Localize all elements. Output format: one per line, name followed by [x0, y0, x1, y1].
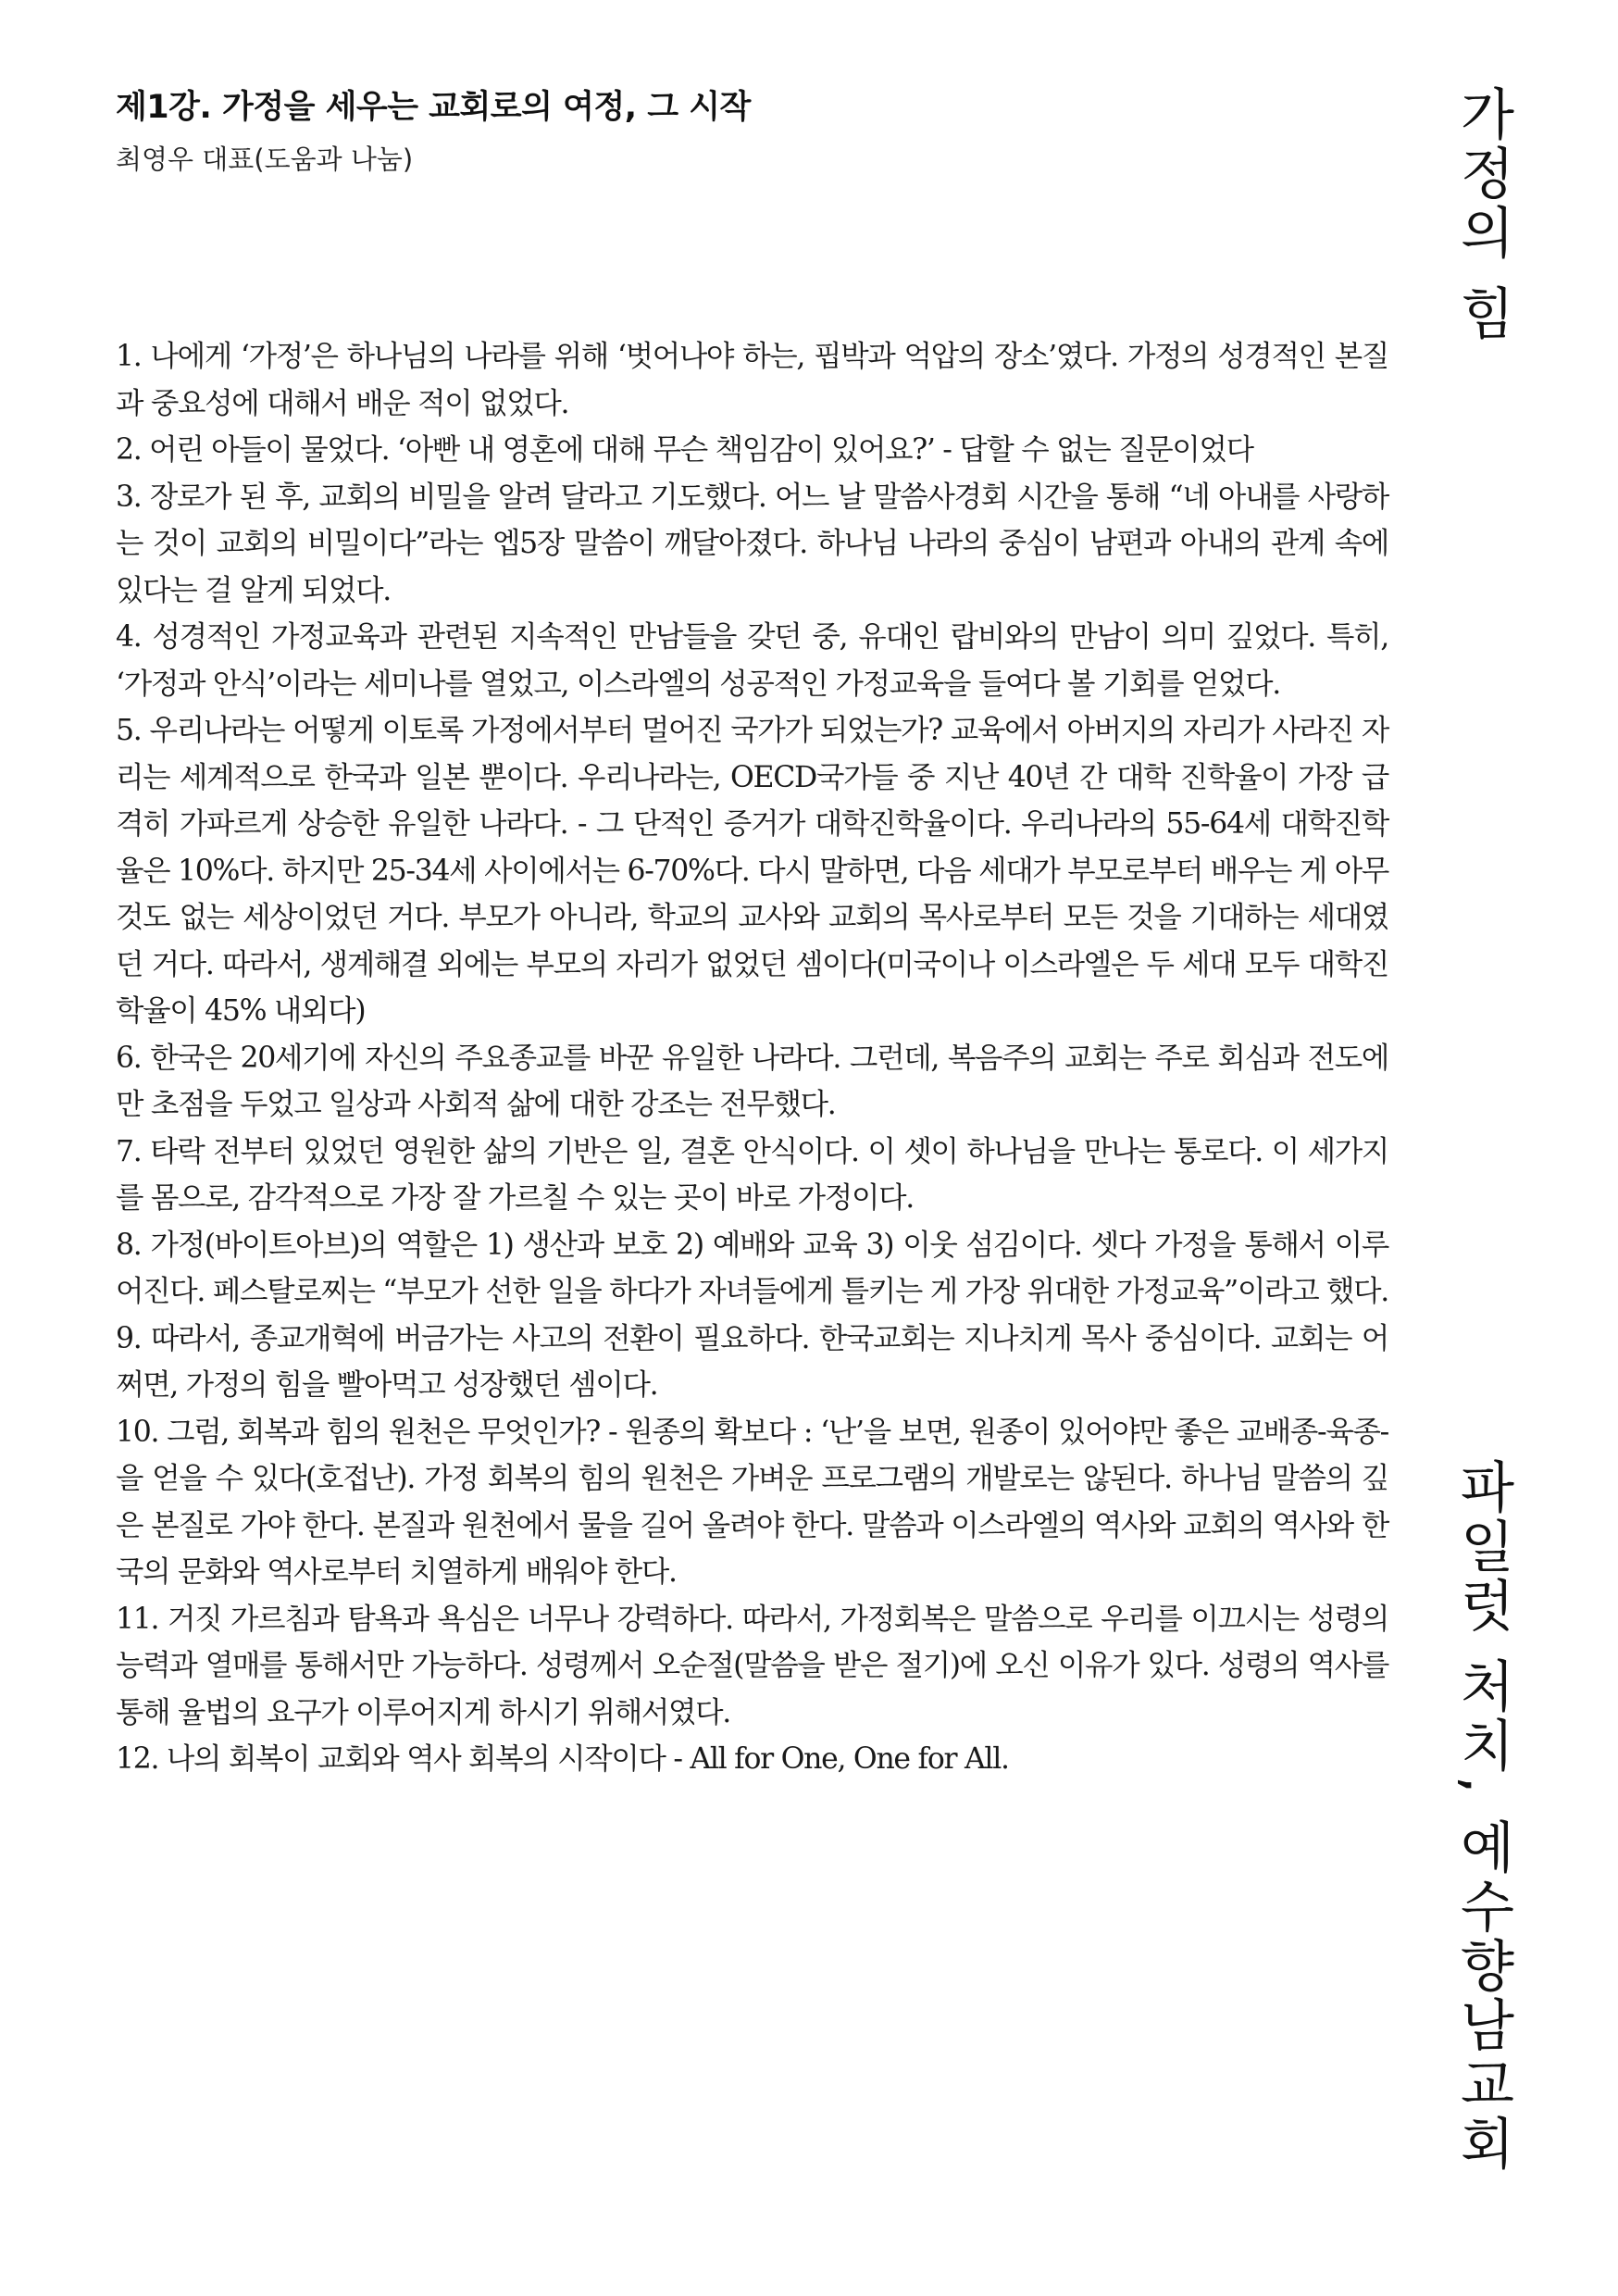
list-item: 11. 거짓 가르침과 탐욕과 욕심은 너무나 강력하다. 따라서, 가정회복은 말씀으로 우리를 이끄시는 성령의 능력과 열매를 통해서만 가능하다. 성령께서 오순절(말씀을 받은 절기)에 오신 이유가 있다. 성령의 역사를 통해 율법의 요구가 이루어지게 하시기 위해서였다.: [116, 1602, 1388, 1729]
list-item: 7. 타락 전부터 있었던 영원한 삶의 기반은 일, 결혼 안식이다. 이 셋이 하나님을 만나는 통로다. 이 세가지를 몸으로, 감각적으로 가장 잘 가르칠 수 있는 곳이 바로 가정이다.: [116, 1134, 1388, 1215]
list-item: 9. 따라서, 종교개혁에 버금가는 사고의 전환이 필요하다. 한국교회는 지나치게 목사 중심이다. 교회는 어쩌면, 가정의 힘을 빨아먹고 성장했던 셈이다.: [116, 1321, 1388, 1402]
list-item: 3. 장로가 된 후, 교회의 비밀을 알려 달라고 기도했다. 어느 날 말씀사경회 시간을 통해 “네 아내를 사랑하는 것이 교회의 비밀이다”라는 엡5장 말씀이 깨달아졌다. 하나님 나라의 중심이 남편과 아내의 관계 속에 있다는 걸 알게 되었다.: [116, 480, 1388, 607]
list-item: 6. 한국은 20세기에 자신의 주요종교를 바꾼 유일한 나라다. 그런데, 복음주의 교회는 주로 회심과 전도에만 초점을 두었고 일상과 사회적 삶에 대한 강조는 전무했다.: [116, 1041, 1388, 1121]
list-item: 8. 가정(바이트아브)의 역할은 1) 생산과 보호 2) 예배와 교육 3) 이웃 섬김이다. 셋다 가정을 통해서 이루어진다. 페스탈로찌는 “부모가 선한 일을 하다가 자녀들에게 틀키는 게 가장 위대한 가정교육”이라고 했다.: [116, 1228, 1389, 1308]
document-header: [116, 85, 1319, 178]
list-item: 5. 우리나라는 어떻게 이토록 가정에서부터 멀어진 국가가 되었는가? 교육에서 아버지의 자리가 사라진 자리는 세계적으로 한국과 일본 뿐이다. 우리나라는, OECD국가들 중 지난 40년 간 대학 진학율이 가장 급격히 가파르게 상승한 유일한 나라다. - 그 단적인 증거가 대학진학율이다. 우리나라의 55-64세 대학진학율은 10%다. 하지만 25-34세 사이에서는 6-70%다. 다시 말하면, 다음 세대가 부모로부터 배우는 게 아무 것도 없는 세상이었던 거다. 부모가 아니라, 학교의 교사와 교회의 목사로부터 모든 것을 기대하는 세대였던 거다. 따라서, 생계해결 외에는 부모의 자리가 없었던 셈이다(미국이나 이스라엘은 두 세대 모두 대학진학율이 45% 내외다): [116, 714, 1388, 1028]
list-item: 12. 나의 회복이 교회와 역사 회복의 시작이다 - All for One, One for All.: [116, 1742, 1009, 1776]
list-item: 10. 그럼, 회복과 힘의 원천은 무엇인가? - 원종의 확보다 : ‘난’을 보면, 원종이 있어야만 좋은 교배종-육종-을 얻을 수 있다(호접난). 가정 회복의 힘의 원천은 가벼운 프로그램의 개발로는 않된다. 하나님 말씀의 깊은 본질로 가야 한다. 본질과 원천에서 물을 길어 올려야 한다. 말씀과 이스라엘의 역사와 교회의 역사와 한국의 문화와 역사로부터 치열하게 배워야 한다.: [116, 1415, 1388, 1589]
list-item: 1. 나에게 ‘가정’은 하나님의 나라를 위해 ‘벗어나야 하는, 핍박과 억압의 장소’였다. 가정의 성경적인 본질과 중요성에 대해서 배운 적이 없었다.: [116, 340, 1388, 420]
lecture-notes: [116, 333, 1388, 1783]
document-title: 제1강. 가정을 세우는 교회로의 여정, 그 시작: [116, 89, 751, 126]
side-label-church: 파일럿 처치, 예수향남교회: [1450, 1458, 1515, 2175]
list-item: 4. 성경적인 가정교육과 관련된 지속적인 만남들을 갖던 중, 유대인 랍비와의 만남이 의미 깊었다. 특히, ‘가정과 안식’이라는 세미나를 열었고, 이스라엘의 성공적인 가정교육을 들여다 볼 기회를 얻었다.: [116, 620, 1388, 701]
list-item: 2. 어린 아들이 물었다. ‘아빤 내 영혼에 대해 무슨 책임감이 있어요?’ - 답할 수 없는 질문이었다: [116, 433, 1253, 467]
author-line: 최영우 대표(도움과 나눔): [116, 144, 414, 175]
side-label-series: 가정의 힘: [1450, 85, 1515, 344]
